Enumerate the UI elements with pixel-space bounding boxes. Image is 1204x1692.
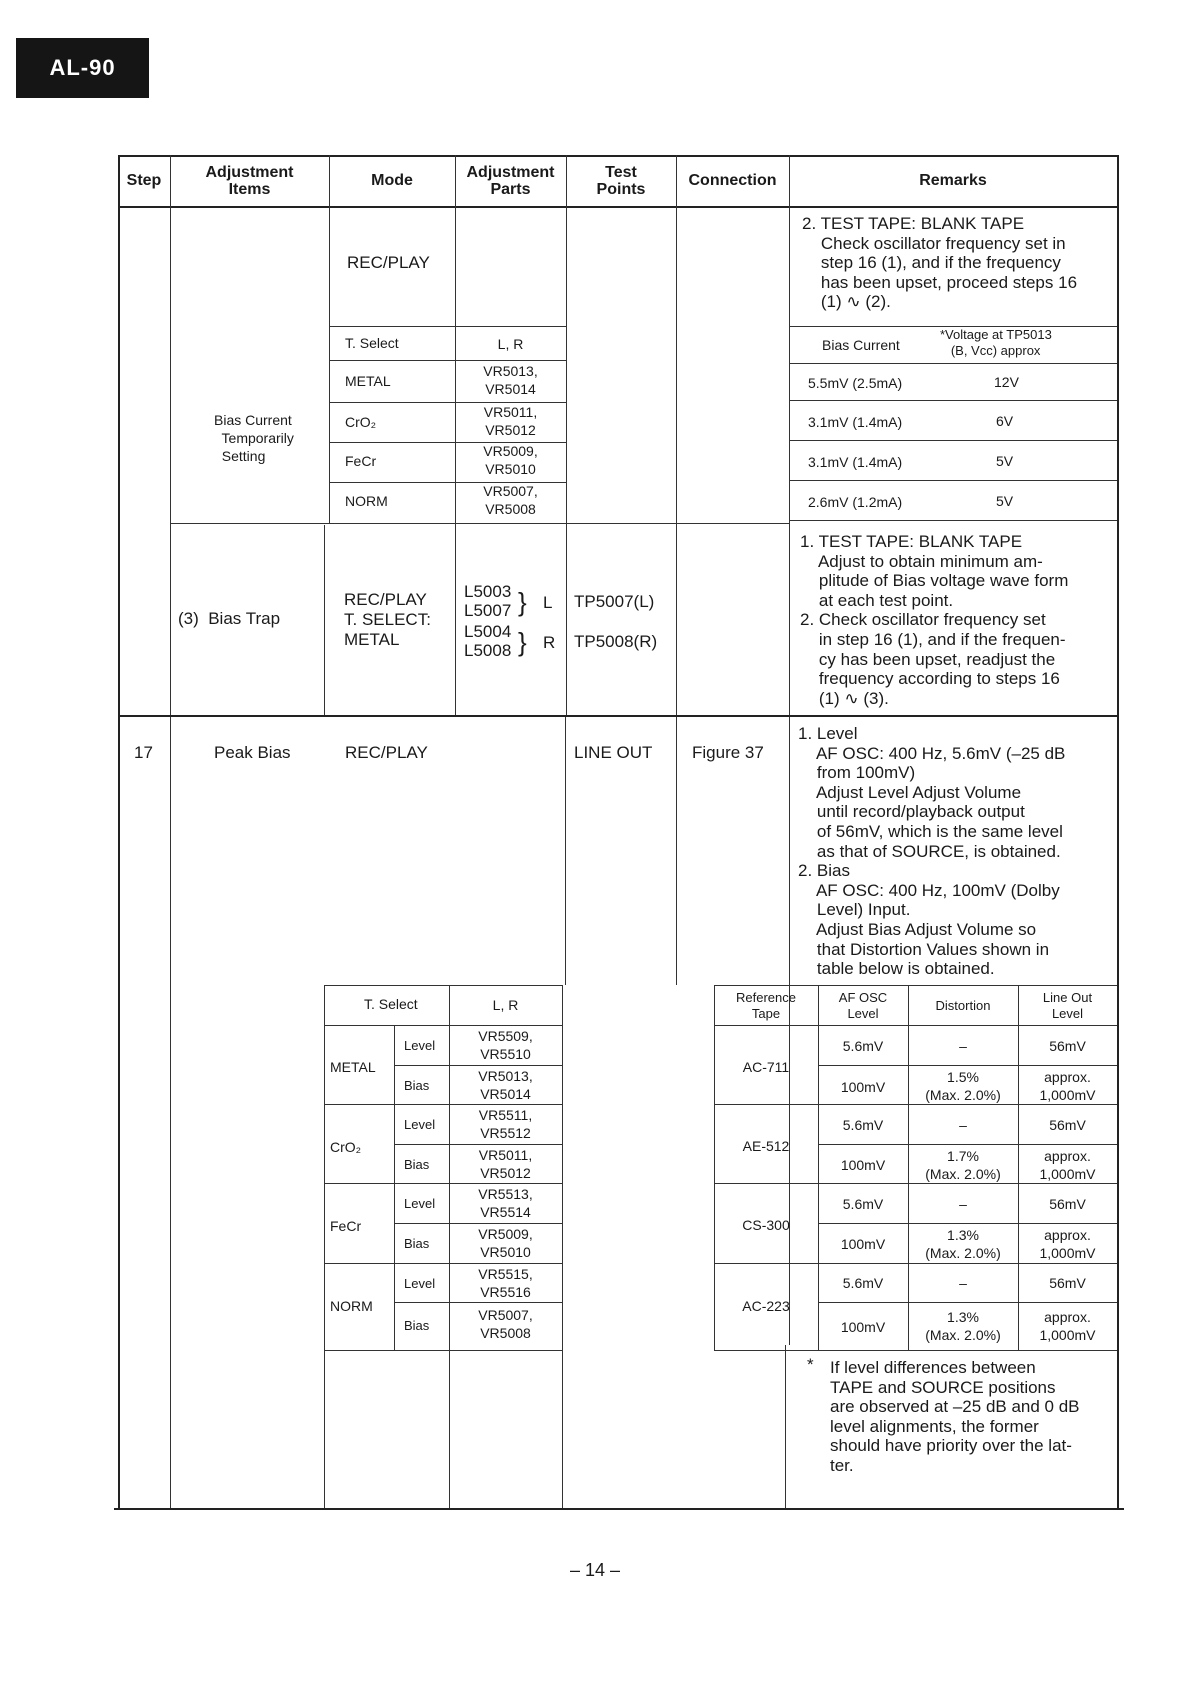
bias-temp-row-voltage: 5V: [996, 453, 1014, 469]
bias-trap-brace-right: }: [518, 627, 527, 657]
ref-af-level: 5.6mV: [842, 1038, 884, 1054]
bias-trap-label-left: L: [543, 593, 553, 612]
ref-line-level: 56mV: [1049, 1275, 1086, 1291]
bias-trap-parts-left: L5003 L5007: [464, 582, 512, 620]
ref-header-distortion: Distortion: [935, 998, 991, 1013]
ref-af-bias: 100mV: [840, 1319, 886, 1335]
peak-bias-point: LINE OUT: [574, 743, 653, 762]
bias-temp-row-parts: VR5007, VR5008: [483, 483, 538, 517]
header-step: Step: [126, 172, 162, 189]
ref-af-level: 5.6mV: [842, 1117, 884, 1133]
bias-temp-row-parts: VR5009, VR5010: [483, 443, 538, 477]
ref-dist-level: –: [959, 1117, 967, 1133]
ref-dist-level: –: [959, 1038, 967, 1054]
header-adjustment-items: Adjustment Items: [205, 164, 294, 198]
peak-group-level-parts: VR5509, VR5510: [478, 1028, 533, 1062]
peak-tselect-label: T. Select: [364, 996, 418, 1012]
peak-group-bias-label: Bias: [404, 1318, 430, 1333]
bias-temp-remark: 2. TEST TAPE: BLANK TAPE Check oscillator frequency set in step 16 (1), and if the frequency has been upset, proceed steps 16 (1) ∿ (2).: [802, 214, 1078, 312]
peak-group-level-parts: VR5511, VR5512: [478, 1107, 533, 1141]
bias-temp-row-current: 2.6mV (1.2mA): [808, 494, 903, 510]
ref-af-bias: 100mV: [840, 1079, 886, 1095]
ref-dist-level: –: [959, 1196, 967, 1212]
ref-header-tape: Reference Tape: [736, 990, 796, 1021]
header-mode: Mode: [371, 172, 413, 189]
bias-temp-row-parts: VR5013, VR5014: [483, 363, 538, 397]
peak-group-bias-label: Bias: [404, 1236, 430, 1251]
peak-group-bias-parts: VR5011, VR5012: [478, 1147, 533, 1181]
ref-tape: AE-512: [742, 1138, 790, 1154]
peak-group-level-parts: VR5513, VR5514: [478, 1186, 533, 1220]
peak-group-level-label: Level: [404, 1276, 436, 1291]
ref-af-bias: 100mV: [840, 1236, 886, 1252]
peak-group-level-label: Level: [404, 1038, 436, 1053]
ref-line-bias: approx. 1,000mV: [1039, 1148, 1096, 1182]
ref-dist-bias: 1.5% (Max. 2.0%): [925, 1069, 1001, 1103]
peak-bias-remark: 1. Level AF OSC: 400 Hz, 5.6mV (–25 dB from 100mV) Adjust Level Adjust Volume until record/playback output of 56mV, which is the same level as that of SOURCE, is obtained. 2. Bias AF OSC: 400 Hz, 100mV (Dolby Level) Input. Adjust Bias Adjust Volume so that Distortion Values shown in table below is obtained.: [798, 724, 1066, 979]
bias-temp-row-current: 3.1mV (1.4mA): [808, 454, 903, 470]
bias-temp-row-parts: VR5011, VR5012: [483, 404, 538, 438]
footnote-text: If level differences between TAPE and SOURCE positions are observed at –25 dB and 0 dB level alignments, the former should have priority over the lat- ter.: [830, 1358, 1080, 1475]
voltage-note: *Voltage at TP5013 (B, Vcc) approx: [940, 327, 1052, 358]
peak-group-level-parts: VR5515, VR5516: [478, 1266, 533, 1300]
bias-temp-row-mode: METAL: [345, 373, 391, 389]
bias-temp-row-mode: NORM: [345, 493, 388, 509]
peak-group-level-label: Level: [404, 1196, 436, 1211]
peak-group-mode: CrO₂: [330, 1139, 362, 1155]
ref-line-level: 56mV: [1049, 1196, 1086, 1212]
peak-bias-mode: REC/PLAY: [345, 743, 428, 762]
bias-trap-brace-left: }: [518, 587, 527, 617]
ref-af-bias: 100mV: [840, 1157, 886, 1173]
page-number: – 14 –: [570, 1560, 621, 1580]
bias-temp-row-voltage: 6V: [996, 413, 1014, 429]
bias-temp-row-voltage: 5V: [996, 493, 1014, 509]
ref-dist-level: –: [959, 1275, 967, 1291]
ref-af-level: 5.6mV: [842, 1275, 884, 1291]
ref-line-level: 56mV: [1049, 1117, 1086, 1133]
ref-dist-bias: 1.3% (Max. 2.0%): [925, 1227, 1001, 1261]
header-test-points: Test Points: [596, 164, 646, 198]
ref-header-af: AF OSC Level: [838, 990, 888, 1021]
bias-temp-tselect-value: L, R: [497, 336, 524, 352]
ref-dist-bias: 1.3% (Max. 2.0%): [925, 1309, 1001, 1343]
peak-group-bias-label: Bias: [404, 1157, 430, 1172]
bias-temp-mode: REC/PLAY: [347, 253, 430, 272]
bias-temp-row-mode: CrO₂: [345, 414, 377, 430]
ref-af-level: 5.6mV: [842, 1196, 884, 1212]
bias-temp-row-current: 3.1mV (1.4mA): [808, 414, 903, 430]
model-badge: AL-90: [16, 38, 149, 98]
footnote-mark: *: [807, 1355, 814, 1374]
peak-tselect-value: L, R: [492, 997, 519, 1013]
bias-trap-label-right: R: [543, 633, 556, 652]
bias-trap-mode: REC/PLAY T. SELECT: METAL: [344, 590, 431, 649]
peak-group-bias-parts: VR5013, VR5014: [478, 1068, 533, 1102]
ref-line-bias: approx. 1,000mV: [1039, 1309, 1096, 1343]
peak-bias-step: 17: [134, 743, 153, 762]
peak-group-mode: NORM: [330, 1298, 373, 1314]
ref-tape: AC-223: [742, 1298, 790, 1314]
peak-bias-item: Peak Bias: [214, 743, 291, 762]
ref-line-level: 56mV: [1049, 1038, 1086, 1054]
peak-group-bias-parts: VR5009, VR5010: [478, 1226, 533, 1260]
ref-line-bias: approx. 1,000mV: [1039, 1069, 1096, 1103]
bias-trap-tp-right: TP5008(R): [574, 632, 658, 651]
bias-trap-tp-left: TP5007(L): [574, 592, 655, 611]
bias-temp-row-voltage: 12V: [994, 374, 1019, 390]
bias-trap-item: (3) Bias Trap: [178, 609, 281, 628]
ref-tape: CS-300: [742, 1217, 790, 1233]
peak-bias-connection: Figure 37: [692, 743, 764, 762]
header-connection: Connection: [688, 172, 777, 189]
bias-temp-row-mode: FeCr: [345, 453, 377, 469]
ref-header-line-out: Line Out Level: [1042, 990, 1093, 1021]
ref-dist-bias: 1.7% (Max. 2.0%): [925, 1148, 1001, 1182]
peak-group-bias-label: Bias: [404, 1078, 430, 1093]
bias-current-label: Bias Current: [822, 337, 900, 353]
bias-trap-remark: 1. TEST TAPE: BLANK TAPE Adjust to obtain minimum am- plitude of Bias voltage wave form at each test point. 2. Check oscillator frequency set in step 16 (1), and if the frequen- cy has been upset, readjust the frequency according to steps 16 (1) ∿ (3).: [800, 532, 1069, 708]
bias-temp-item: Bias Current Temporarily Setting: [214, 412, 294, 464]
ref-tape: AC-711: [742, 1059, 790, 1075]
peak-group-bias-parts: VR5007, VR5008: [478, 1307, 533, 1341]
header-remarks: Remarks: [919, 172, 987, 189]
bias-trap-parts-right: L5004 L5008: [464, 622, 512, 660]
header-adjustment-parts: Adjustment Parts: [466, 164, 555, 198]
bias-temp-tselect-label: T. Select: [345, 335, 399, 351]
peak-group-level-label: Level: [404, 1117, 436, 1132]
peak-group-mode: FeCr: [330, 1218, 362, 1234]
peak-group-mode: METAL: [330, 1059, 376, 1075]
bias-temp-row-current: 5.5mV (2.5mA): [808, 375, 903, 391]
ref-line-bias: approx. 1,000mV: [1039, 1227, 1096, 1261]
